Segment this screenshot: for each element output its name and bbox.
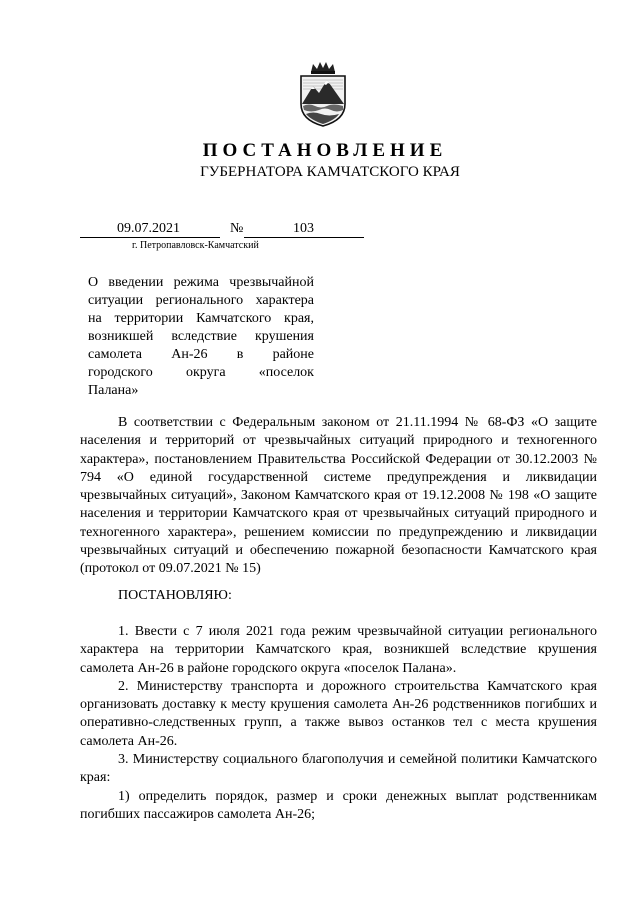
document-subtitle: ГУБЕРНАТОРА КАМЧАТСКОГО КРАЯ <box>200 164 460 180</box>
document-date: 09.07.2021 <box>117 221 180 236</box>
kamchatka-coat-of-arms-emblem <box>297 60 349 128</box>
date-underline <box>80 237 220 238</box>
decree-word: ПОСТАНОВЛЯЮ: <box>118 588 232 603</box>
preamble-paragraph: В соответствии с Федеральным законом от 21.11.1994 № 68-ФЗ «О защите населения и территорий от чрезвычайных ситуаций природного и техногенного характера», постановлением Правительства Российской Федерации от 30.12.2003 № 794 «О единой государственной системе предупреждения и ликвидации чрезвычайных ситуаций», Законом Камчатского края от 19.12.2008 № 198 «О защите населения и территории Камчатского края от чрезвычайных ситуаций природного и техногенного характера», решением комиссии по предупреждению и ликвидации чрезвычайных ситуаций и обеспечению пожарной безопасности Камчатского края (протокол от 09.07.2021 № 15) <box>80 415 597 577</box>
document-subject <box>88 274 314 400</box>
decree-item: 2. Министерству транспорта и дорожного строительства Камчатского края организовать доставку к месту крушения самолета Ан-26 родственников погибших и оперативно-следственных групп, а также вывоз останков тел с места крушения самолета Ан-26. <box>80 678 597 749</box>
number-underline <box>244 237 364 238</box>
subject-line: О введении режима чрезвычайной <box>88 275 314 290</box>
document-number: 103 <box>293 221 314 236</box>
document-title: ПОСТАНОВЛЕНИЕ <box>202 140 448 161</box>
number-sign: № <box>230 221 244 236</box>
decree-item: 1. Ввести с 7 июля 2021 года режим чрезвычайной ситуации регионального характера на территории Камчатского края, возникшей вследствие крушения самолета Ан-26 в районе городского округа «поселок Палана». <box>80 624 597 676</box>
subject-line: возникшей вследствие крушения <box>88 329 314 344</box>
subject-line: на территории Камчатского края, <box>88 311 314 326</box>
subject-line: городского округа «поселок <box>88 365 314 380</box>
subject-line: самолета Ан-26 в районе <box>88 347 314 362</box>
document-city: г. Петропавловск-Камчатский <box>132 240 259 251</box>
decree-item: 3. Министерству социального благополучия и семейной политики Камчатского края: <box>80 752 597 786</box>
subject-line: ситуации регионального характера <box>88 293 314 308</box>
decree-items <box>80 623 597 824</box>
decree-item: 1) определить порядок, размер и сроки денежных выплат родственникам погибших пассажиров самолета Ан-26; <box>80 788 597 822</box>
preamble-block <box>80 414 597 579</box>
subject-line: Палана» <box>88 383 139 398</box>
